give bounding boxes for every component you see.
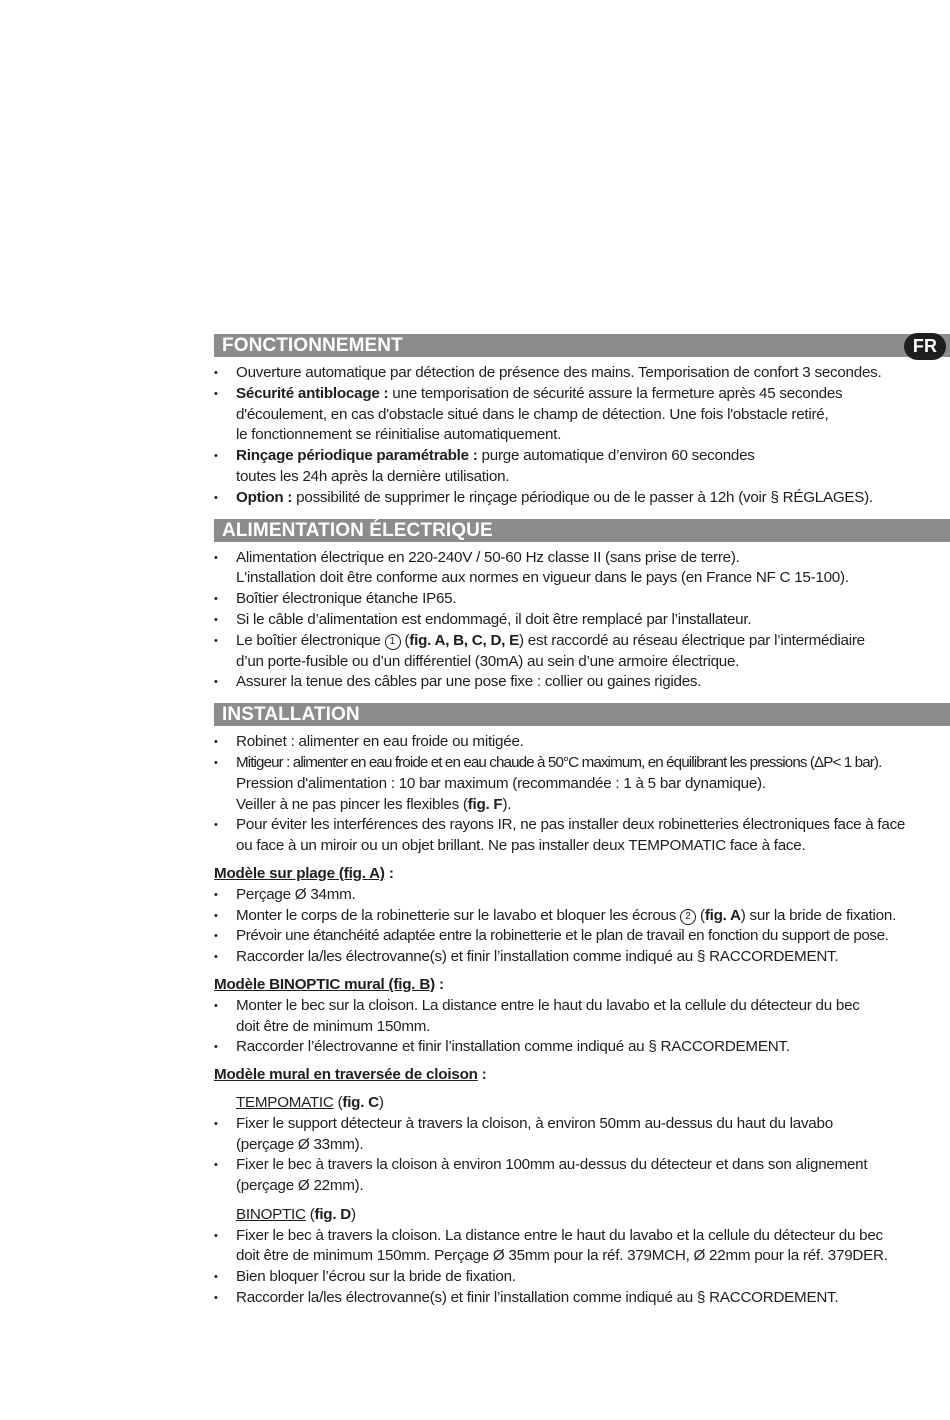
list-item: • Bien bloquer l’écrou sur la bride de fixation. bbox=[214, 1267, 950, 1288]
list-item: • Raccorder la/les électrovanne(s) et finir l’installation comme indiqué au § RACCORDEMENT. bbox=[214, 947, 950, 968]
list-item: • Prévoir une étanchéité adaptée entre la robinetterie et le plan de travail en fonction du support de pose. bbox=[214, 926, 950, 947]
alimentation-list bbox=[214, 548, 950, 694]
list-item: • Raccorder l’électrovanne et finir l’installation comme indiqué au § RACCORDEMENT. bbox=[214, 1037, 950, 1058]
list-item: • Sécurité antiblocage : une temporisation de sécurité assure la fermeture après 45 secondes d'écoulement, en cas d'obstacle situé dans le champ de détection. Une fois l'obstacle retiré, le fonctionnement se réinitialise automatiquement. bbox=[214, 384, 950, 446]
list-item: • Robinet : alimenter en eau froide ou mitigée. bbox=[214, 732, 950, 753]
section-header-alimentation bbox=[214, 519, 950, 542]
list-item: • Alimentation électrique en 220-240V / 50-60 Hz classe II (sans prise de terre). L'installation doit être conforme aux normes en vigueur dans le pays (en France NF C 15-100). bbox=[214, 548, 950, 590]
section-title: FONCTIONNEMENT bbox=[222, 335, 403, 356]
list-item: • Fixer le bec à travers la cloison à environ 100mm au-dessus du détecteur et dans son alignement (perçage Ø 22mm). bbox=[214, 1155, 950, 1197]
fonctionnement-list bbox=[214, 363, 950, 509]
list-item: • Monter le corps de la robinetterie sur le lavabo et bloquer les écrous 2 (fig. A) sur la bride de fixation. bbox=[214, 906, 950, 927]
document-content bbox=[214, 334, 950, 1309]
list-item: • Mitigeur : alimenter en eau froide et en eau chaude à 50°C maximum, en équilibrant les pressions (ΔP< 1 bar). Pression d'alimentation : 10 bar maximum (recommandée : 1 à 5 bar dynamique). Veiller à ne pas pincer les flexibles (fig. F). bbox=[214, 753, 950, 815]
section-title: ALIMENTATION ÉLECTRIQUE bbox=[222, 519, 493, 541]
callout-number-2: 2 bbox=[680, 909, 696, 925]
list-item: • Fixer le bec à travers la cloison. La distance entre le haut du lavabo et la cellule du détecteur du bec doit être de minimum 150mm. Perçage Ø 35mm pour la réf. 379MCH, Ø 22mm pour la réf. 379DER. bbox=[214, 1226, 950, 1268]
list-item: • Assurer la tenue des câbles par une pose fixe : collier ou gaines rigides. bbox=[214, 672, 950, 693]
plage-list bbox=[214, 885, 950, 968]
callout-number-1: 1 bbox=[385, 634, 401, 650]
sublabel-tempomatic: TEMPOMATIC (fig. C) bbox=[236, 1093, 384, 1111]
binoptic-mural-list bbox=[214, 996, 950, 1058]
list-item: • Monter le bec sur la cloison. La distance entre le haut du lavabo et la cellule du détecteur du bec doit être de minimum 150mm. bbox=[214, 996, 950, 1038]
list-item: • Si le câble d’alimentation est endommagé, il doit être remplacé par l’installateur. bbox=[214, 610, 950, 631]
installation-list bbox=[214, 732, 950, 857]
section-title: INSTALLATION bbox=[222, 704, 360, 726]
list-item: • Option : possibilité de supprimer le rinçage périodique ou de le passer à 12h (voir § RÉGLAGES). bbox=[214, 488, 950, 509]
sublabel-binoptic: BINOPTIC (fig. D) bbox=[236, 1205, 356, 1223]
section-header-fonctionnement bbox=[214, 334, 950, 357]
list-item: • Ouverture automatique par détection de présence des mains. Temporisation de confort 3 secondes. bbox=[214, 363, 950, 384]
list-item: • Perçage Ø 34mm. bbox=[214, 885, 950, 906]
subheading-modele-binoptic-mural: Modèle BINOPTIC mural (fig. B) : bbox=[214, 975, 444, 993]
traversee-tempomatic-list bbox=[214, 1093, 950, 1197]
list-item: • Pour éviter les interférences des rayons IR, ne pas installer deux robinetteries électroniques face à face ou face à un miroir ou un objet brillant. Ne pas installer deux TEMPOMATIC face à face. bbox=[214, 815, 950, 857]
list-item: • Rinçage périodique paramétrable : purge automatique d’environ 60 secondes toutes les 24h après la dernière utilisation. bbox=[214, 446, 950, 488]
traversee-binoptic-list bbox=[214, 1205, 950, 1309]
list-item: • Raccorder la/les électrovanne(s) et finir l’installation comme indiqué au § RACCORDEMENT. bbox=[214, 1288, 950, 1309]
list-item: • Le boîtier électronique 1 (fig. A, B, C, D, E) est raccordé au réseau électrique par l’intermédiaire d’un porte-fusible ou d’un différentiel (30mA) au sein d’une armoire électrique. bbox=[214, 631, 950, 673]
subheading-modele-sur-plage: Modèle sur plage (fig. A) : bbox=[214, 864, 394, 882]
section-header-installation bbox=[214, 703, 950, 726]
list-item: • Boîtier électronique étanche IP65. bbox=[214, 589, 950, 610]
subheading-modele-traversee-cloison: Modèle mural en traversée de cloison : bbox=[214, 1066, 487, 1084]
list-item: • Fixer le support détecteur à travers la cloison, à environ 50mm au-dessus du haut du lavabo (perçage Ø 33mm). bbox=[214, 1114, 950, 1156]
language-badge: FR bbox=[904, 333, 946, 360]
